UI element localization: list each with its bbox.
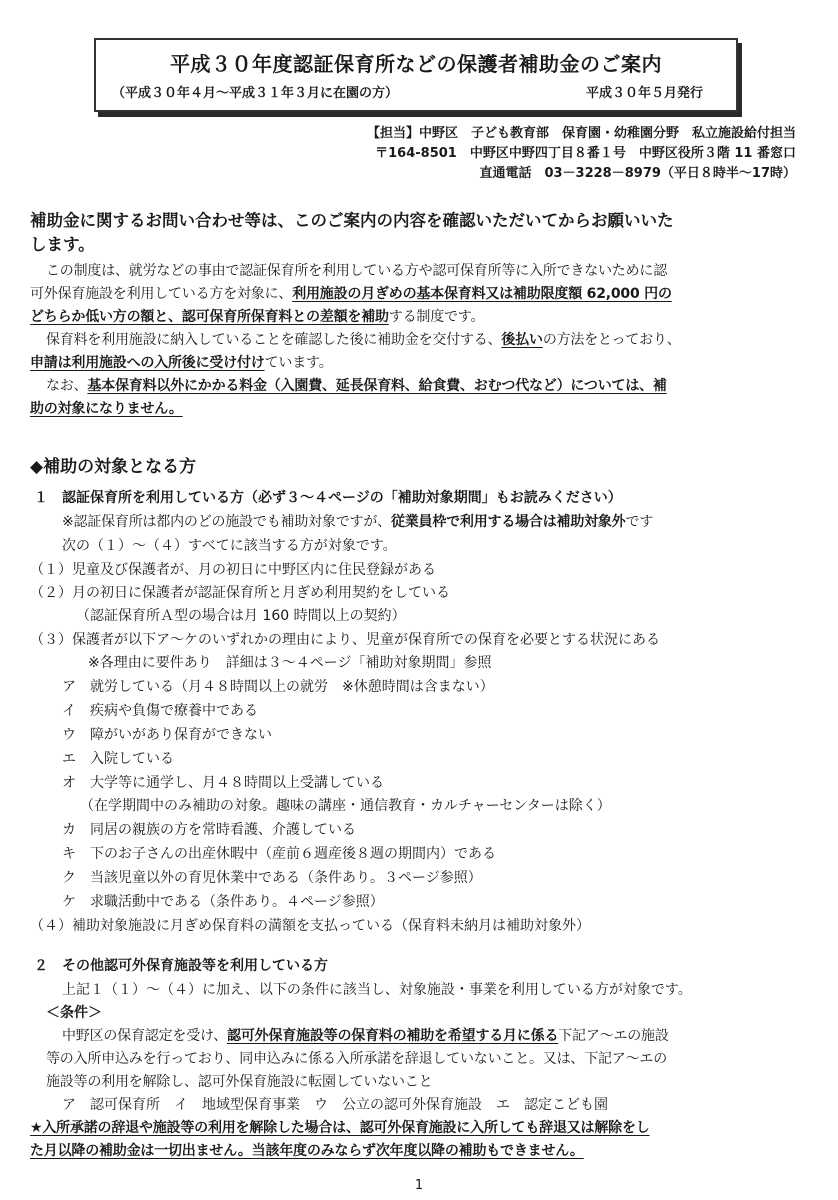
item-2-title: ２ その他認可外保育施設等を利用している方 xyxy=(34,958,328,974)
item-2-paragraph-line-2: 等の入所申込みを行っており、同申込みに係る入所承諾を辞退していないこと。又は、下記ア～エの xyxy=(46,1051,667,1067)
condition-3-note: ※各理由に要件あり 詳細は３～４ページ「補助対象期間」参照 xyxy=(88,655,492,671)
intro-text: 保育料を利用施設に納入していることを確認した後に補助金を交付する、 xyxy=(46,332,502,348)
note-text: です xyxy=(625,514,654,530)
reason-ka: カ 同居の親族の方を常時看護、介護している xyxy=(62,822,356,838)
condition-1: （１）児童及び保護者が、月の初日に中野区内に住民登録がある xyxy=(30,562,436,578)
intro-paragraph-3-line-1 xyxy=(46,375,667,395)
title-box xyxy=(94,38,738,112)
application-timing: 申請は利用施設への入所後に受け付け xyxy=(30,355,265,371)
intro-text: する制度です。 xyxy=(388,309,485,325)
intro-paragraph-2-line-2 xyxy=(30,352,333,372)
intro-paragraph-1-line-1: この制度は、就労などの事由で認証保育所を利用している方や認可保育所等に入所できないために認 xyxy=(46,263,667,279)
reason-ke: ケ 求職活動中である（条件あり。４ページ参照） xyxy=(62,894,384,910)
warning-line-2 xyxy=(30,1140,584,1160)
subsidy-difference-rule: どちらか低い方の額と、認可保育所保育料との差額を補助 xyxy=(30,309,389,325)
reason-i: イ 疾病や負傷で療養中である xyxy=(62,703,258,719)
note-text: ※認証保育所は都内のどの施設でも補助対象ですが、 xyxy=(62,514,391,530)
subsidy-amount-rule: 利用施設の月ぎめの基本保育料又は補助限度額 62,000 円の xyxy=(292,286,672,302)
reason-o: オ 大学等に通学し、月４８時間以上受講している xyxy=(62,775,384,791)
contact-phone: 直通電話 03－3228－8979（平日８時半～17時） xyxy=(479,166,796,181)
conditions-label: ＜条件＞ xyxy=(46,1005,102,1021)
contact-address: 〒164-8501 中野区中野四丁目８番１号 中野区役所３階 11 番窓口 xyxy=(375,146,796,161)
document-title: 平成３０年度認証保育所などの保護者補助金のご案内 xyxy=(170,52,662,76)
facility-types: ア 認可保育所 イ 地域型保育事業 ウ 公立の認可外保育施設 エ 認定こども園 xyxy=(62,1097,608,1113)
excluded-fees: 基本保育料以外にかかる料金（入園費、延長保育料、給食費、おむつ代など）については、補 xyxy=(87,378,667,394)
item-1-title: １ 認証保育所を利用している方（必ず３～４ページの「補助対象期間」もお読みください） xyxy=(34,490,622,506)
reason-o-note: （在学期間中のみ補助の対象。趣味の講座・通信教育・カルチャーセンターは除く） xyxy=(80,798,611,814)
condition-3: （３）保護者が以下ア～ケのいずれかの理由により、児童が保育所での保育を必要とする状況にある xyxy=(30,632,660,648)
reason-e: エ 入院している xyxy=(62,751,174,767)
item-1-note xyxy=(62,511,653,531)
item-2-paragraph-line-1 xyxy=(62,1025,669,1045)
intro-paragraph-1-line-2 xyxy=(30,283,672,303)
reason-a: ア 就労している（月４８時間以上の就労 ※休憩時間は含まない） xyxy=(62,679,494,695)
condition-2: （２）月の初日に保護者が認証保育所と月ぎめ利用契約をしている xyxy=(30,585,450,601)
paragraph-text: 下記ア～エの施設 xyxy=(558,1028,669,1044)
warning-text: た月以降の補助金は一切出ません。当該年度のみならず次年度以降の補助もできません。 xyxy=(30,1143,584,1159)
warning-text: ★入所承諾の辞退や施設等の利用を解除した場合は、認可外保育施設に入所しても辞退又は解除をし xyxy=(30,1120,650,1136)
item-1-lead: 次の（１）～（４）すべてに該当する方が対象です。 xyxy=(62,538,397,554)
subsidy-month-condition: 認可外保育施設等の保育料の補助を希望する月に係る xyxy=(227,1028,559,1044)
post-payment-term: 後払い xyxy=(501,332,543,348)
reason-ki: キ 下のお子さんの出産休暇中（産前６週産後８週の期間内）である xyxy=(62,846,496,862)
intro-text: 可外保育施設を利用している方を対象に、 xyxy=(30,286,293,302)
condition-4: （４）補助対象施設に月ぎめ保育料の満額を支払っている（保育料未納月は補助対象外） xyxy=(30,918,590,934)
section-heading: ◆補助の対象となる方 xyxy=(30,457,197,477)
intro-paragraph-1-line-3 xyxy=(30,306,484,326)
intro-text: の方法をとっており、 xyxy=(542,332,681,348)
intro-text: なお、 xyxy=(46,378,88,394)
reason-ku: ク 当該児童以外の育児休業中である（条件あり。３ページ参照） xyxy=(62,870,482,886)
contact-department: 【担当】中野区 子ども教育部 保育園・幼稚園分野 私立施設給付担当 xyxy=(366,126,796,141)
page-number: 1 xyxy=(414,1178,424,1193)
eligible-period: （平成３０年４月～平成３１年３月に在園の方） xyxy=(112,86,399,101)
intro-heading-line-2: します。 xyxy=(30,235,95,254)
intro-heading-line-1: 補助金に関するお問い合わせ等は、このご案内の内容を確認いただいてからお願いいた xyxy=(30,211,674,230)
paragraph-text: 中野区の保育認定を受け、 xyxy=(62,1028,228,1044)
excluded-fees-end: 助の対象になりません。 xyxy=(30,401,183,417)
warning-line-1 xyxy=(30,1117,650,1137)
reason-u: ウ 障がいがあり保育ができない xyxy=(62,727,272,743)
item-2-lead: 上記１（１）～（４）に加え、以下の条件に該当し、対象施設・事業を利用している方が対象です。 xyxy=(62,982,692,998)
intro-paragraph-3-line-2 xyxy=(30,398,183,418)
intro-paragraph-2-line-1 xyxy=(46,329,681,349)
item-2-paragraph-line-3: 施設等の利用を解除し、認可外保育施設に転園していないこと xyxy=(46,1074,433,1090)
condition-2-note: （認証保育所Ａ型の場合は月 160 時間以上の契約） xyxy=(76,608,406,624)
intro-text: ています。 xyxy=(264,355,333,371)
employee-slot-exclusion: 従業員枠で利用する場合は補助対象外 xyxy=(390,514,626,530)
issue-date: 平成３０年５月発行 xyxy=(586,86,704,101)
